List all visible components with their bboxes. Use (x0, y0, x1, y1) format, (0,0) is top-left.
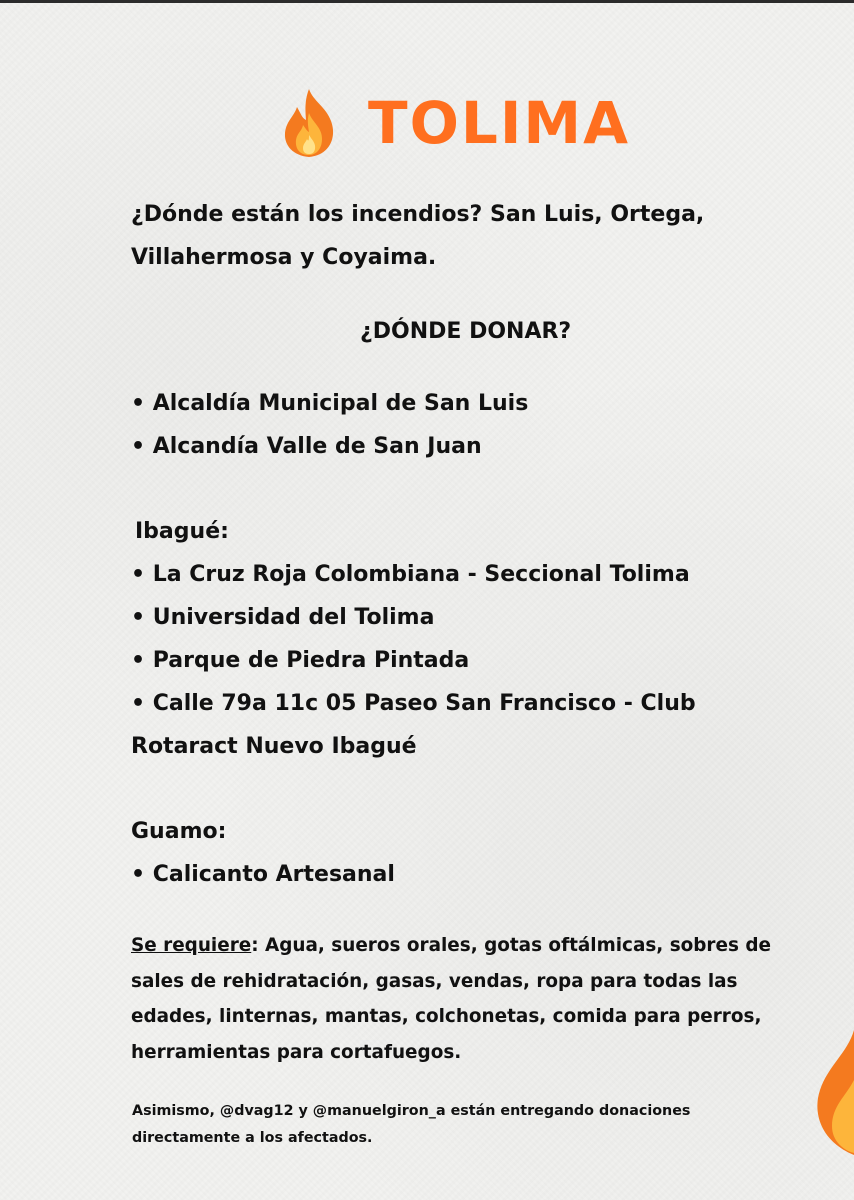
list-item: • Alcaldía Municipal de San Luis (131, 391, 529, 416)
requirements-line: herramientas para cortafuegos. (131, 1041, 462, 1063)
requirements-line (131, 928, 821, 964)
list-item: • Calicanto Artesanal (131, 862, 395, 887)
requirements-label: Se requiere (131, 935, 252, 956)
footer-note (132, 1098, 690, 1152)
requirements-paragraph (131, 928, 821, 1070)
ibague-list (131, 553, 696, 768)
list-item: • Alcandía Valle de San Juan (131, 434, 482, 459)
list-item: • La Cruz Roja Colombiana - Seccional Tolima (131, 562, 690, 587)
list-item: • Universidad del Tolima (131, 605, 435, 630)
footer-line: Asimismo, @dvag12 y @manuelgiron_a están entregando donaciones (132, 1103, 691, 1119)
list-item: • Parque de Piedra Pintada (131, 648, 470, 673)
list-item-continuation: Rotaract Nuevo Ibagué (131, 734, 417, 759)
ibague-heading: Ibagué: (135, 519, 229, 544)
requirements-text: : Agua, sueros orales, gotas oftálmicas, sobres de (251, 935, 771, 956)
top-border (0, 0, 854, 3)
footer-line: directamente a los afectados. (132, 1130, 373, 1146)
requirements-line: sales de rehidratación, gasas, vendas, ropa para todas las (131, 970, 738, 992)
intro-line: ¿Dónde están los incendios? San Luis, Ortega, (131, 202, 705, 227)
page-title: TOLIMA (368, 89, 631, 157)
donate-heading: ¿DÓNDE DONAR? (360, 319, 572, 344)
fires-location-text (131, 193, 704, 279)
fire-icon (808, 1030, 854, 1159)
list-item: • Calle 79a 11c 05 Paseo San Francisco - Club (131, 691, 696, 716)
intro-line: Villahermosa y Coyaima. (131, 245, 437, 270)
guamo-heading: Guamo: (131, 819, 227, 844)
fire-emoji-icon (278, 87, 340, 159)
san-luis-list (131, 382, 528, 468)
header (278, 86, 630, 160)
guamo-list (131, 853, 395, 896)
requirements-line: edades, linternas, mantas, colchonetas, comida para perros, (131, 1006, 762, 1027)
